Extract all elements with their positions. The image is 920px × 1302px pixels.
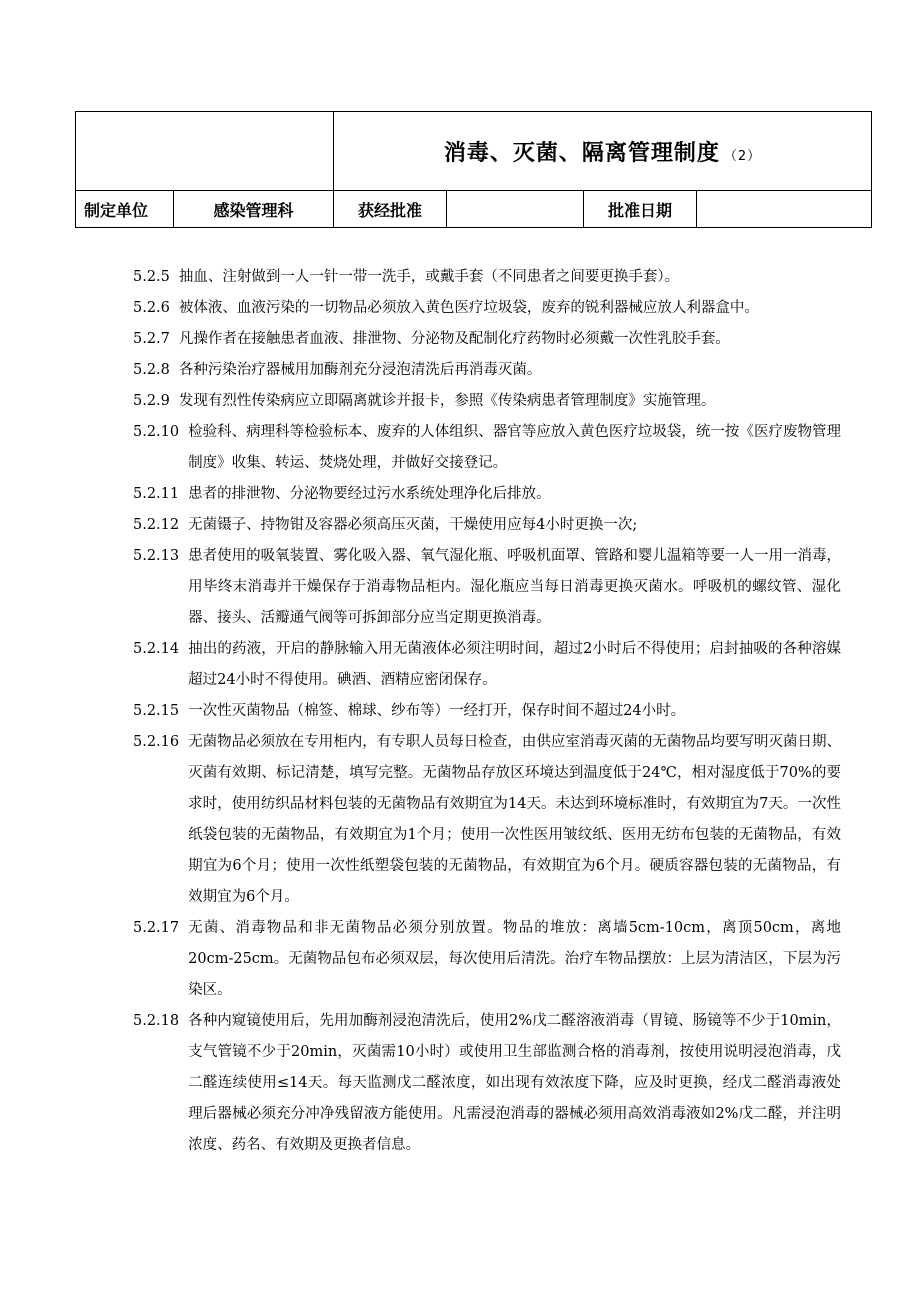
list-item <box>133 913 841 1006</box>
list-item <box>133 293 841 324</box>
unit-label: 制定单位 <box>76 191 174 228</box>
item-text: 无菌物品必须放在专用柜内，有专职人员每日检查，由供应室消毒灭菌的无菌物品均要写明灭菌日期、灭菌有效期、标记清楚，填写完整。无菌物品存放区环境达到温度低于24℃，相对湿度低于70%的要求时，使用纺织品材料包装的无菌物品有效期宜为14天。未达到环境标准时，有效期宜为7天。一次性纸袋包装的无菌物品，有效期宜为1个月；使用一次性医用皱纹纸、医用无纺布包装的无菌物品，有效期宜为6个月；使用一次性纸塑袋包装的无菌物品，有效期宜为6个月。硬质容器包装的无菌物品，有效期宜为6个月。 <box>188 734 841 905</box>
item-text: 无菌镊子、持物钳及容器必须高压灭菌，干燥使用应每4小时更换一次; <box>188 517 638 533</box>
approved-value <box>447 191 584 228</box>
approved-label: 获经批准 <box>334 191 447 228</box>
list-item <box>133 1006 841 1161</box>
item-number: 5.2.5 <box>133 269 170 285</box>
document-title: 消毒、灭菌、隔离管理制度 <box>443 140 720 166</box>
item-number: 5.2.10 <box>133 424 180 440</box>
header-meta-row <box>76 191 872 228</box>
item-text: 患者使用的吸氧装置、雾化吸入器、氧气湿化瓶、呼吸机面罩、管路和婴儿温箱等要一人一用一消毒，用毕终末消毒并干燥保存于消毒物品柜内。湿化瓶应当每日消毒更换灭菌水。呼吸机的螺纹管、湿化器、接头、活瓣通气阀等可拆卸部分应当定期更换消毒。 <box>188 548 841 626</box>
list-item <box>133 324 841 355</box>
item-text: 各种内窥镜使用后，先用加酶剂浸泡清洗后，使用2%戊二醛溶液消毒（胃镜、肠镜等不少于10min，支气管镜不少于20min，灭菌需10小时）或使用卫生部监测合格的消毒剂，按使用说明浸泡消毒，戊二醛连续使用≤14天。每天监测戊二醛浓度，如出现有效浓度下降，应及时更换，经戊二醛消毒液处理后器械必须充分冲净残留液方能使用。凡需浸泡消毒的器械必须用高效消毒液如2%戊二醛，并注明浓度、药名、有效期及更换者信息。 <box>188 1013 841 1153</box>
item-text: 发现有烈性传染病应立即隔离就诊并报卡，参照《传染病患者管理制度》实施管理。 <box>178 393 716 409</box>
list-item <box>133 634 841 696</box>
item-number: 5.2.15 <box>133 703 180 719</box>
item-text: 被体液、血液污染的一切物品必须放入黄色医疗垃圾袋，废弃的锐利器械应放人利器盒中。 <box>178 300 759 316</box>
item-text: 各种污染治疗器械用加酶剂充分浸泡清洗后再消毒灭菌。 <box>178 362 542 378</box>
item-number: 5.2.12 <box>133 517 180 533</box>
item-number: 5.2.8 <box>133 362 170 378</box>
list-item <box>133 696 841 727</box>
list-item <box>133 510 841 541</box>
item-number: 5.2.11 <box>133 486 180 502</box>
document-title-suffix: （2） <box>723 148 762 164</box>
item-number: 5.2.14 <box>133 641 180 657</box>
item-text: 抽血、注射做到一人一针一带一洗手，或戴手套（不同患者之间要更换手套）。 <box>178 269 680 285</box>
approval-date-value <box>697 191 872 228</box>
list-item <box>133 479 841 510</box>
header-title-row <box>76 112 872 191</box>
item-text: 抽出的药液，开启的静脉输入用无菌液体必须注明时间，超过2小时后不得使用；启封抽吸的各种溶媒超过24小时不得使用。碘酒、酒精应密闭保存。 <box>188 641 841 688</box>
item-text: 检验科、病理科等检验标本、废弃的人体组织、器官等应放入黄色医疗垃圾袋，统一按《医疗废物管理制度》收集、转运、焚烧处理，并做好交接登记。 <box>188 424 841 471</box>
item-number: 5.2.18 <box>133 1013 180 1029</box>
document-title-cell <box>334 112 872 191</box>
item-number: 5.2.7 <box>133 331 170 347</box>
list-item <box>133 541 841 634</box>
list-item <box>133 417 841 479</box>
item-number: 5.2.9 <box>133 393 170 409</box>
item-number: 5.2.17 <box>133 920 180 936</box>
unit-value: 感染管理科 <box>174 191 334 228</box>
list-item <box>133 727 841 913</box>
item-number: 5.2.13 <box>133 548 180 564</box>
item-text: 无菌、消毒物品和非无菌物品必须分别放置。物品的堆放：离墙5cm-10cm，离顶50cm，离地20cm-25cm。无菌物品包布必须双层，每次使用后清洗。治疗车物品摆放：上层为清洁区，下层为污染区。 <box>188 920 841 998</box>
list-item <box>133 386 841 417</box>
regulation-content <box>133 262 841 1161</box>
list-item <box>133 355 841 386</box>
list-item <box>133 262 841 293</box>
item-text: 患者的排泄物、分泌物要经过污水系统处理净化后排放。 <box>188 486 551 502</box>
approval-date-label: 批准日期 <box>584 191 697 228</box>
logo-cell <box>76 112 334 191</box>
item-text: 凡操作者在接触患者血液、排泄物、分泌物及配制化疗药物时必须戴一次性乳胶手套。 <box>178 331 730 347</box>
item-text: 一次性灭菌物品（棉签、棉球、纱布等）一经打开，保存时间不超过24小时。 <box>188 703 686 719</box>
header-table <box>75 111 872 228</box>
item-number: 5.2.16 <box>133 734 180 750</box>
item-number: 5.2.6 <box>133 300 170 316</box>
